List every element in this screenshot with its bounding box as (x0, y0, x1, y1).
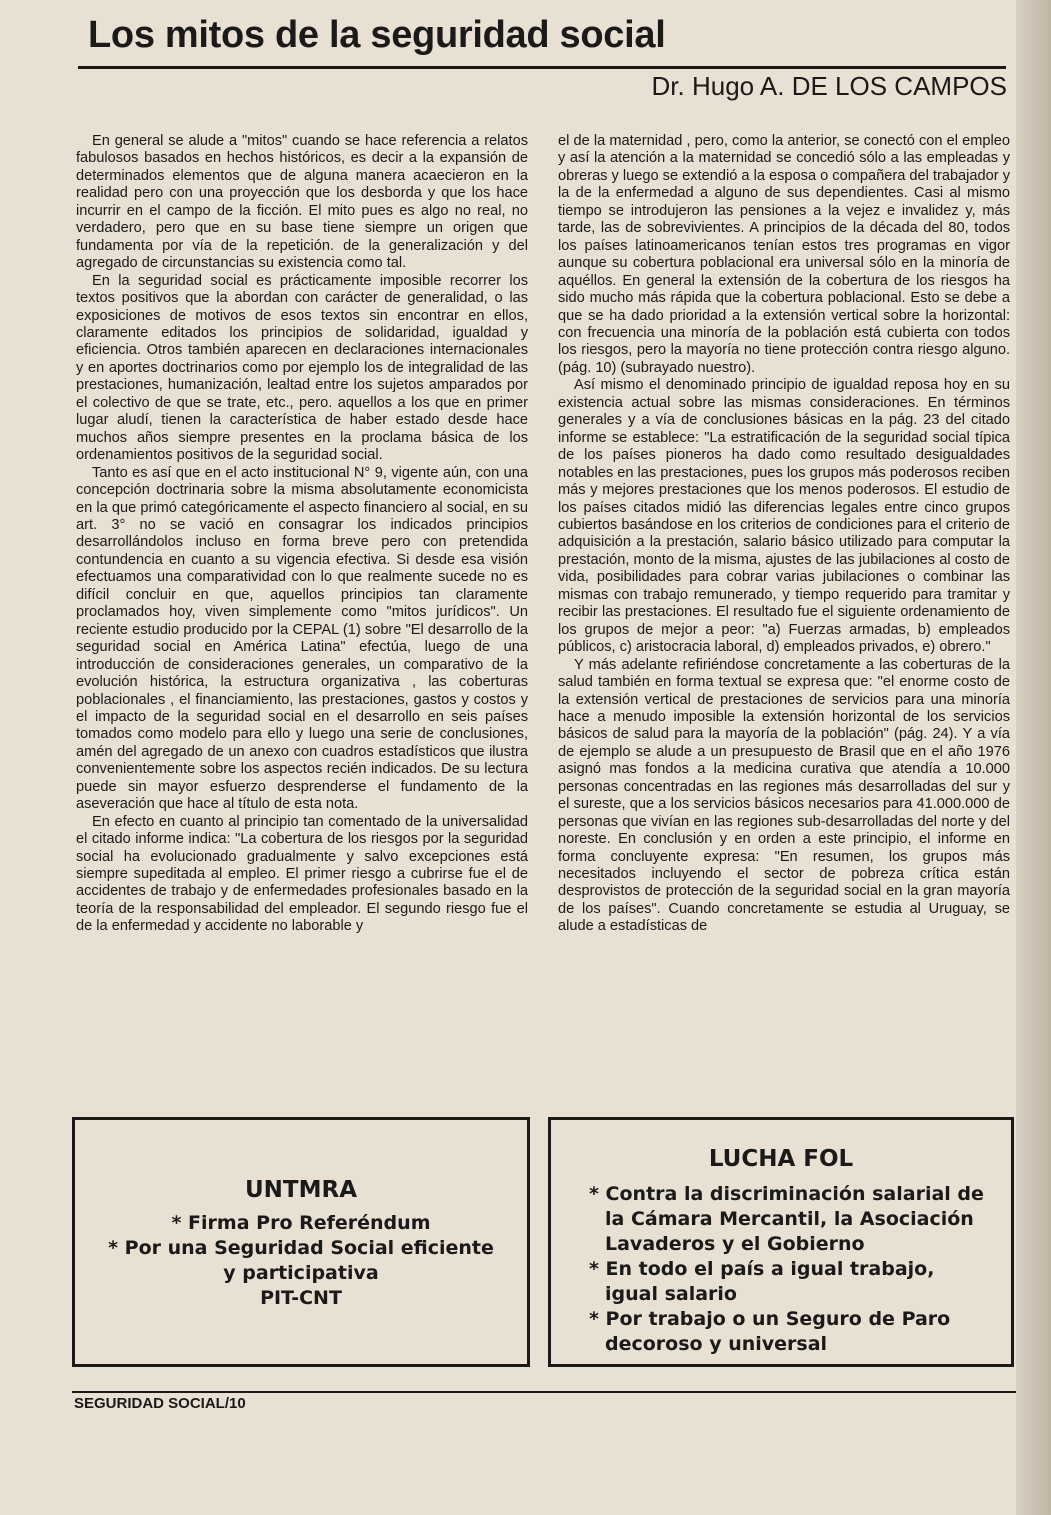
article-column-left (76, 133, 528, 1098)
paragraph: Tanto es así que en el acto institucional N° 9, vigente aún, con una concepción doctrinaria sobre la misma absolutamente economicista en la que primó categóricamente el aspecto financiero al social, en su art. 3° no se vació en consagrar los indicados principios desarrollándolos incluso en forma breve pero con pretendida contundencia en cuanto a su vigencia efectiva. Si desde esa visión efectuamos una comparatividad con lo que realmente sucede no es difícil concluir en que, aquellos principios tan claramente proclamados hoy, viven simplemente como "mitos jurídicos". Un reciente estudio producido por la CEPAL (1) sobre "El desarrollo de la seguridad social en América Latina" efectúa, luego de una introducción de consideraciones generales, un comparativo de la evolución histórica, la estructura organizativa , las coberturas poblacionales , el financiamiento, las prestaciones, gastos y costos y el impacto de la seguridad social en el desarrollo en seis países tomados como modelo para ello y luego una serie de conclusiones, amén del agregado de un anexo con cuadros estadísticos que ilustra convenientemente sobre los aspectos recién indicados. De su lectura puede sin mayor esfuerzo desprenderse el fundamento de la aseveración que hace al título de esta nota. (76, 464, 528, 813)
ad-list-item: * Por trabajo o un Seguro de Paro decoroso y universal (589, 1308, 951, 1355)
ad-line: * Firma Pro Referéndum (171, 1212, 431, 1234)
ad-list-item: * Contra la discriminación salarial de la Cámara Mercantil, la Asociación Lavaderos y el Gobierno (589, 1183, 984, 1255)
article-column-right (558, 133, 1010, 1098)
ad-box-untmra (72, 1117, 530, 1367)
ad-title: UNTMRA (244, 1177, 357, 1203)
paragraph: Y más adelante refiriéndose concretamente a las coberturas de la salud también en forma textual se expresa que: "el enorme costo de la extensión vertical de prestaciones de servicios para una minoría hace a menudo imposible la extensión horizontal de los servicios básicos de salud para la mayoría de la población" (pág. 24). Y a vía de ejemplo se alude a un presupuesto de Brasil que en el año 1976 asignó mas fondos a la medicina curativa que atendía a 10.000 personas concentradas en las regiones más desarrolladas del sur y el sureste, que a los servicios básicos necesarios para 41.000.000 de personas que vivían en las regiones sub-desarrolladas del norte y del noreste. En conclusión y en orden a este principio, el informe en forma concluyente expresa: "En resumen, los grupos más necesitados incluyendo el sector de pobreza crítica están desprovistos de protección de la seguridad social en la gran mayoría de los países". Cuando concretamente se estudia al Uruguay, se alude a estadísticas de (558, 656, 1010, 935)
article-title: Los mitos de la seguridad social (88, 14, 666, 56)
paragraph: Así mismo el denominado principio de igualdad reposa hoy en su existencia actual sobre las mismas consideraciones. En términos generales y a vía de conclusiones básicas en la pág. 23 del citado informe se establece: "La estratificación de la seguridad social típica de los países pioneros ha dado como resultado desigualdades notables en las prestaciones, pues los grupos más poderosos reciben más y mejores prestaciones que los menos poderosos. El estudio de los países citados midió las diferencias legales entre cinco grupos cubiertos basándose en los criterios de condiciones para el criterio de adquisición a la prestación, salario básico utilizado para computar la prestación, monto de la misma, ajustes de las jubilaciones al costo de vida, posibilidades para cobrar varias jubilaciones o combinar las mismas con trabajo remunerado, y tiempo requerido para tramitar y recibir las prestaciones. El resultado fue el siguiente ordenamiento de los grupos de mejor a peor: "a) Fuerzas armadas, b) empleados públicos, c) aristocracia laboral, d) empleados privados, e) obrero." (558, 377, 1010, 656)
ad-line: y participativa (223, 1262, 379, 1284)
article-author: Dr. Hugo A. DE LOS CAMPOS (651, 71, 1007, 101)
page-footer: SEGURIDAD SOCIAL/10 (74, 1395, 246, 1412)
paragraph: En la seguridad social es prácticamente imposible recorrer los textos positivos que la abordan con carácter de generalidad, o las exposiciones de motivos de esos textos sin encontrar en ellos, claramente editados los principios de solidaridad, igualdad y eficiencia. Otros también aparecen en declaraciones internacionales y en aportes doctrinarios como por ejemplo los de integralidad de las prestaciones, humanización, lealtad entre los sujetos amparados por el colectivo de que se trate, etc., pero. aquellos a los que en primer lugar aludí, tienen la característica de haber estado desde hace muchos años siempre presentes en la proclama básica de los ordenamientos positivos de la seguridad social. (76, 272, 528, 464)
paragraph: En general se alude a "mitos" cuando se hace referencia a relatos fabulosos basados en hechos históricos, es decir a la expansión de determinados elementos que de alguna manera acaecieron en la realidad pero con una proyección que los desborda y que los hace incurrir en el campo de la ficción. El mito pues es algo no real, no verdadero, pero que en su base tiene siempre un origen que fundamenta por vía de la repetición. de la generalización y del agregado de circunstancias su existencia como tal. (76, 133, 528, 272)
paragraph: En efecto en cuanto al principio tan comentado de la universalidad el citado informe indica: "La cobertura de los riesgos por la seguridad social ha evolucionado gradualmente y salvo excepciones está siempre supeditada al empleo. El primer riesgo a cubrirse fue el de accidentes de trabajo y de enfermedades profesionales basado en la teoría de la responsabilidad del empleador. El segundo riesgo fue el de la enfermedad y accidente no laborable y (76, 813, 528, 935)
ad-line: PIT-CNT (260, 1287, 342, 1309)
ad-title: LUCHA FOL (708, 1146, 854, 1172)
ad-list (589, 1182, 991, 1357)
ad-box-lucha-fol (548, 1117, 1014, 1367)
page-edge-shadow (1016, 0, 1051, 1515)
paragraph-continuation: el de la maternidad , pero, como la anterior, se conectó con el empleo y así la atención a la maternidad se concedió sólo a las empleadas y obreras y luego se extendió a la esposa o compañera del trabajador y la de la enfermedad a alguno de sus dependientes. Casi al mismo tiempo se introdujeron las pensiones a la vejez e invalidez y, más tarde, las de sobrevivientes. A principios de la década del 80, todos los países latinoamericanos tenían estos tres programas en vigor aunque su cobertura poblacional era universal sólo en la minoría de aquéllos. En general la extensión de la cobertura de los riesgos ha sido mucho más rápida que la cobertura poblacional. Esto se debe a que se ha dado prioridad a la extensión vertical sobre la horizontal: con frecuencia una minoría de la población está cubierta con todos los riesgos, pero la mayoría no tiene protección contra riesgo alguno. (pág. 10) (subrayado nuestro). (558, 133, 1010, 376)
footer-rule (72, 1391, 1016, 1393)
ad-line: * Por una Seguridad Social eficiente (108, 1237, 494, 1259)
title-rule (78, 66, 1006, 69)
ad-list-item: * En todo el país a igual trabajo, igual salario (589, 1258, 935, 1305)
